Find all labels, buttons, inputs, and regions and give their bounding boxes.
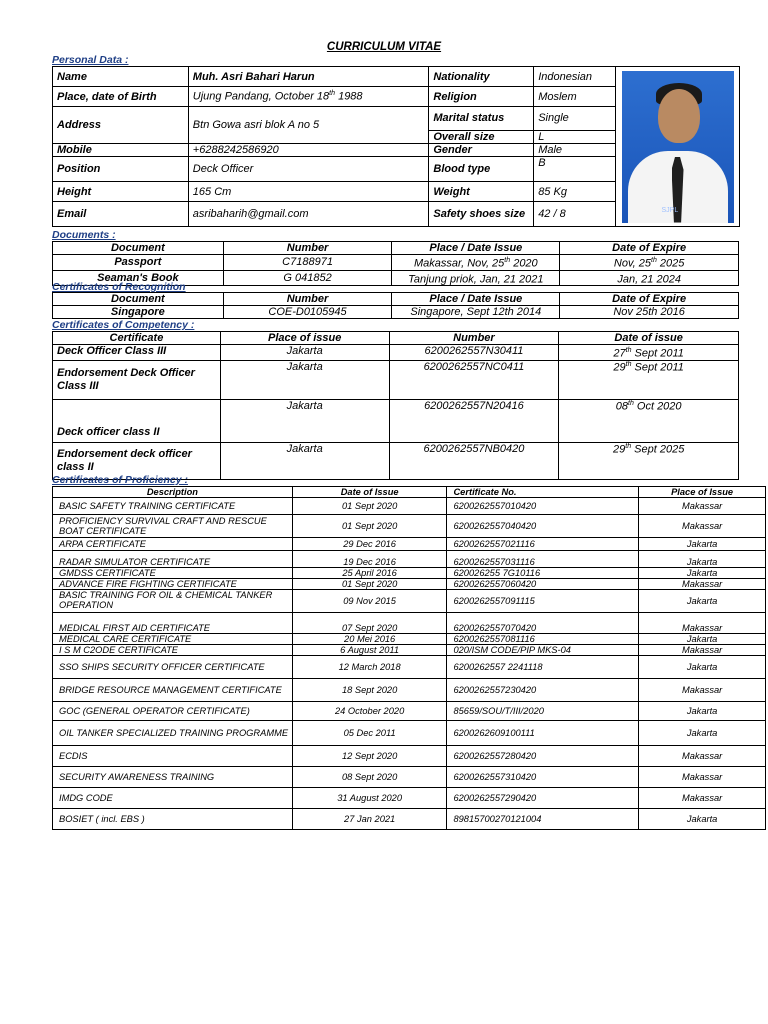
table-row — [53, 746, 766, 767]
prof-number: 6200262557031116 — [447, 551, 639, 568]
value-marital: Single — [534, 107, 616, 131]
prof-date: 01 Sept 2020 — [292, 498, 447, 515]
label-mobile: Mobile — [53, 144, 189, 157]
table-row — [53, 579, 766, 590]
table-row — [53, 399, 739, 442]
prof-desc: GOC (GENERAL OPERATOR CERTIFICATE) — [53, 702, 293, 721]
label-weight: Weight — [429, 182, 534, 202]
photo-cell — [616, 67, 740, 227]
recog-issue: Singapore, Sept 12th 2014 — [392, 306, 560, 319]
prof-date: 07 Sept 2020 — [292, 613, 447, 634]
prof-desc: GMDSS CERTIFICATE — [53, 568, 293, 579]
prof-place: Jakarta — [639, 568, 766, 579]
comp-date: 29th Sept 2011 — [559, 360, 739, 399]
prof-number: 6200262557091115 — [447, 590, 639, 613]
prof-desc: BASIC TRAINING FOR OIL & CHEMICAL TANKER OPERATION — [53, 590, 293, 613]
section-recognition: Certificates of Recognition — [52, 281, 186, 293]
doc-name: Seaman's Book — [53, 270, 224, 286]
prof-place: Jakarta — [639, 551, 766, 568]
comp-cert: Deck officer class II — [53, 399, 221, 442]
prof-number: 6200262557290420 — [447, 788, 639, 809]
value-mobile: +6288242586920 — [188, 144, 429, 157]
prof-number: 6200262557010420 — [447, 498, 639, 515]
label-blood-type: Blood type — [429, 157, 534, 182]
prof-place: Jakarta — [639, 721, 766, 746]
recog-expire: Nov 25th 2016 — [560, 306, 739, 319]
section-competency: Certificates of Competency : — [52, 319, 195, 331]
comp-place: Jakarta — [220, 442, 389, 479]
value-gender: Male — [534, 144, 616, 157]
comp-place: Jakarta — [220, 345, 389, 361]
prof-number: 6200262557280420 — [447, 746, 639, 767]
prof-desc: MEDICAL FIRST AID CERTIFICATE — [53, 613, 293, 634]
prof-place: Makassar — [639, 746, 766, 767]
prof-desc: BASIC SAFETY TRAINING CERTIFICATE — [53, 498, 293, 515]
table-row — [53, 538, 766, 551]
prof-place: Jakarta — [639, 809, 766, 830]
label-email: Email — [53, 202, 189, 227]
comp-cert: Endorsement Deck Officer Class III — [53, 360, 221, 399]
value-email: asribaharih@gmail.com — [188, 202, 429, 227]
comp-number: 6200262557NC0411 — [389, 360, 559, 399]
table-row — [53, 721, 766, 746]
comp-header-date: Date of issue — [559, 332, 739, 345]
label-gender: Gender — [429, 144, 534, 157]
table-row — [53, 360, 739, 399]
prof-number: 6200262609100111 — [447, 721, 639, 746]
prof-number: 6200262557070420 — [447, 613, 639, 634]
label-name: Name — [53, 67, 189, 87]
table-row — [53, 345, 739, 361]
recognition-table — [52, 292, 739, 319]
comp-header-certificate: Certificate — [53, 332, 221, 345]
prof-number: 89815700270121004 — [447, 809, 639, 830]
table-row — [53, 613, 766, 634]
prof-header-number: Certificate No. — [447, 487, 639, 498]
table-row — [53, 634, 766, 645]
section-proficiency: Certificates of Proficiency : — [52, 474, 188, 486]
prof-desc: BOSIET ( incl. EBS ) — [53, 809, 293, 830]
prof-date: 18 Sept 2020 — [292, 679, 447, 702]
prof-desc: SECURITY AWARENESS TRAINING — [53, 767, 293, 788]
docs-header-document: Document — [53, 242, 224, 255]
label-marital: Marital status — [429, 107, 534, 131]
prof-number: 6200262557040420 — [447, 515, 639, 538]
value-nationality: Indonesian — [534, 67, 616, 87]
label-nationality: Nationality — [429, 67, 534, 87]
table-row — [53, 809, 766, 830]
table-row — [53, 306, 739, 319]
prof-place: Jakarta — [639, 590, 766, 613]
prof-desc: I S M C2ODE CERTIFICATE — [53, 645, 293, 656]
recog-header-number: Number — [223, 293, 392, 306]
section-personal-data: Personal Data : — [52, 54, 129, 66]
prof-date: 25 April 2016 — [292, 568, 447, 579]
prof-place: Makassar — [639, 613, 766, 634]
comp-cert: Deck Officer Class III — [53, 345, 221, 361]
recog-header-expire: Date of Expire — [560, 293, 739, 306]
value-name: Muh. Asri Bahari Harun — [188, 67, 429, 87]
prof-desc: ARPA CERTIFICATE — [53, 538, 293, 551]
prof-place: Jakarta — [639, 634, 766, 645]
prof-date: 12 March 2018 — [292, 656, 447, 679]
doc-number: C7188971 — [223, 255, 392, 271]
profile-photo — [622, 71, 734, 223]
doc-expire: Nov, 25th 2025 — [560, 255, 739, 271]
prof-date: 09 Nov 2015 — [292, 590, 447, 613]
prof-place: Makassar — [639, 579, 766, 590]
value-height: 165 Cm — [188, 182, 429, 202]
prof-place: Jakarta — [639, 702, 766, 721]
prof-date: 01 Sept 2020 — [292, 579, 447, 590]
recog-header-document: Document — [53, 293, 224, 306]
prof-place: Makassar — [639, 498, 766, 515]
prof-number: 6200262557081116 — [447, 634, 639, 645]
recog-doc: Singapore — [53, 306, 224, 319]
prof-date: 05 Dec 2011 — [292, 721, 447, 746]
comp-header-number: Number — [389, 332, 559, 345]
docs-header-expire: Date of Expire — [560, 242, 739, 255]
doc-name: Passport — [53, 255, 224, 271]
prof-number: 6200262557 2241118 — [447, 656, 639, 679]
table-row — [53, 788, 766, 809]
page-title: CURRICULUM VITAE — [326, 41, 442, 53]
prof-date: 19 Dec 2016 — [292, 551, 447, 568]
doc-issue: Makassar, Nov, 25th 2020 — [392, 255, 560, 271]
prof-date: 29 Dec 2016 — [292, 538, 447, 551]
table-row — [53, 645, 766, 656]
prof-desc: ECDIS — [53, 746, 293, 767]
prof-desc: OIL TANKER SPECIALIZED TRAINING PROGRAMME — [53, 721, 293, 746]
comp-number: 6200262557N30411 — [389, 345, 559, 361]
table-row — [53, 551, 766, 568]
docs-header-number: Number — [223, 242, 392, 255]
prof-desc: PROFICIENCY SURVIVAL CRAFT AND RESCUE BOAT CERTIFICATE — [53, 515, 293, 538]
value-weight: 85 Kg — [534, 182, 616, 202]
table-row — [53, 656, 766, 679]
comp-date: 08th Oct 2020 — [559, 399, 739, 442]
prof-date: 27 Jan 2021 — [292, 809, 447, 830]
comp-place: Jakarta — [220, 399, 389, 442]
prof-header-description: Description — [53, 487, 293, 498]
value-birth: Ujung Pandang, October 18th 1988 — [188, 87, 429, 107]
prof-desc: ADVANCE FIRE FIGHTING CERTIFICATE — [53, 579, 293, 590]
label-address: Address — [53, 107, 189, 144]
prof-number: 6200262557060420 — [447, 579, 639, 590]
prof-number: 6200262557021116 — [447, 538, 639, 551]
prof-number: 020/ISM CODE/PIP MKS-04 — [447, 645, 639, 656]
prof-place: Jakarta — [639, 656, 766, 679]
prof-date: 12 Sept 2020 — [292, 746, 447, 767]
documents-table — [52, 241, 739, 286]
prof-header-date: Date of Issue — [292, 487, 447, 498]
prof-header-place: Place of Issue — [639, 487, 766, 498]
table-row — [53, 767, 766, 788]
table-row — [53, 568, 766, 579]
comp-place: Jakarta — [220, 360, 389, 399]
comp-cert: Endorsement deck officer class II — [53, 442, 221, 479]
prof-place: Jakarta — [639, 538, 766, 551]
value-religion: Moslem — [534, 87, 616, 107]
prof-date: 01 Sept 2020 — [292, 515, 447, 538]
doc-expire: Jan, 21 2024 — [560, 270, 739, 286]
label-safety-shoes: Safety shoes size — [429, 202, 534, 227]
prof-number: 620026255 7G10116 — [447, 568, 639, 579]
prof-desc: IMDG CODE — [53, 788, 293, 809]
prof-place: Makassar — [639, 515, 766, 538]
personal-data-table — [52, 66, 740, 227]
prof-number: 85659/SOU/T/III/2020 — [447, 702, 639, 721]
docs-header-issue: Place / Date Issue — [392, 242, 560, 255]
comp-date: 29th Sept 2025 — [559, 442, 739, 479]
value-address: Btn Gowa asri blok A no 5 — [188, 107, 429, 144]
label-religion: Religion — [429, 87, 534, 107]
label-position: Position — [53, 157, 189, 182]
prof-desc: RADAR SIMULATOR CERTIFICATE — [53, 551, 293, 568]
prof-number: 6200262557310420 — [447, 767, 639, 788]
recog-number: COE-D0105945 — [223, 306, 392, 319]
prof-desc: MEDICAL CARE CERTIFICATE — [53, 634, 293, 645]
label-overall-size: Overall size — [429, 130, 534, 143]
value-position: Deck Officer — [188, 157, 429, 182]
recog-header-issue: Place / Date Issue — [392, 293, 560, 306]
photo-stamp: SJPL — [661, 206, 679, 214]
prof-date: 24 October 2020 — [292, 702, 447, 721]
comp-number: 6200262557N20416 — [389, 399, 559, 442]
comp-number: 6200262557NB0420 — [389, 442, 559, 479]
prof-desc: SSO SHIPS SECURITY OFFICER CERTIFICATE — [53, 656, 293, 679]
prof-date: 20 Mei 2016 — [292, 634, 447, 645]
prof-date: 31 August 2020 — [292, 788, 447, 809]
value-overall-size: L — [534, 130, 616, 143]
competency-table — [52, 331, 739, 480]
label-birth: Place, date of Birth — [53, 87, 189, 107]
table-row — [53, 515, 766, 538]
table-row — [53, 590, 766, 613]
prof-place: Makassar — [639, 679, 766, 702]
section-documents: Documents : — [52, 229, 116, 241]
proficiency-table — [52, 486, 766, 830]
table-row — [53, 702, 766, 721]
prof-desc: BRIDGE RESOURCE MANAGEMENT CERTIFICATE — [53, 679, 293, 702]
prof-date: 6 August 2011 — [292, 645, 447, 656]
prof-date: 08 Sept 2020 — [292, 767, 447, 788]
table-row — [53, 498, 766, 515]
prof-number: 6200262557230420 — [447, 679, 639, 702]
doc-issue: Tanjung priok, Jan, 21 2021 — [392, 270, 560, 286]
doc-number: G 041852 — [223, 270, 392, 286]
table-row — [53, 679, 766, 702]
comp-header-place: Place of issue — [220, 332, 389, 345]
label-height: Height — [53, 182, 189, 202]
value-safety-shoes: 42 / 8 — [534, 202, 616, 227]
comp-date: 27th Sept 2011 — [559, 345, 739, 361]
prof-place: Makassar — [639, 767, 766, 788]
prof-place: Makassar — [639, 788, 766, 809]
value-blood-type: B — [534, 157, 616, 182]
prof-place: Makassar — [639, 645, 766, 656]
table-row — [53, 255, 739, 271]
